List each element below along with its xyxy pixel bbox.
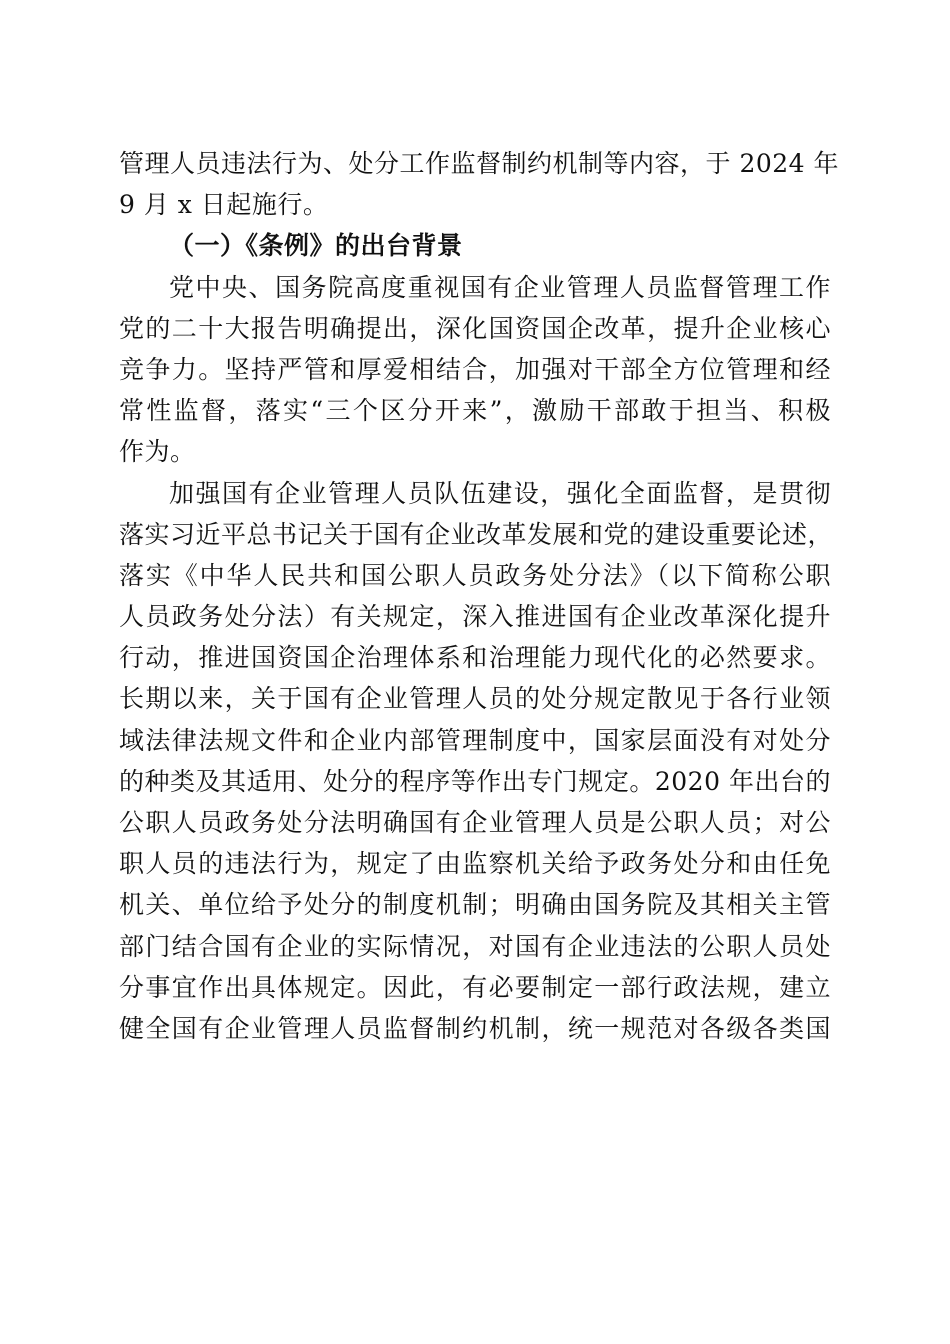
document-body — [119, 143, 840, 1049]
text-line: 公职人员政务处分法明确国有企业管理人员是公职人员；对公 — [119, 808, 831, 837]
text-line: 部门结合国有企业的实际情况，对国有企业违法的公职人员处 — [119, 931, 831, 961]
text-line: 机关、单位给予处分的制度机制；明确由国务院及其相关主管 — [119, 890, 831, 920]
text-line: 人员政务处分法）有关规定，深入推进国有企业改革深化提升 — [119, 602, 831, 632]
text-line: 落实《中华人民共和国公职人员政务处分法》（以下简称公职 — [119, 560, 831, 590]
text-line: 健全国有企业管理人员监督制约机制，统一规范对各级各类国 — [119, 1013, 831, 1043]
text-line: 9 月 x 日起施行。 — [119, 190, 329, 220]
text-line: 常性监督，落实“三个区分开来”，激励干部敢于担当、积极 — [119, 396, 831, 426]
text-line: 分事宜作出具体规定。因此，有必要制定一部行政法规，建立 — [119, 972, 831, 1002]
text-line: 加强国有企业管理人员队伍建设，强化全面监督，是贯彻 — [169, 478, 831, 508]
text-line: 职人员的违法行为，规定了由监察机关给予政务处分和由任免 — [119, 849, 831, 879]
text-line: 落实习近平总书记关于国有企业改革发展和党的建设重要论述， — [119, 519, 834, 549]
text-line: 的种类及其适用、处分的程序等作出专门规定。2020 年出台的 — [119, 766, 831, 796]
section-heading: （一）《条例》的出台背景 — [169, 231, 463, 261]
text-line: 长期以来，关于国有企业管理人员的处分规定散见于各行业领 — [119, 684, 831, 714]
text-line: 党的二十大报告明确提出，深化国资国企改革，提升企业核心 — [119, 313, 831, 343]
text-line: 作为。 — [119, 437, 196, 467]
text-line: 域法律法规文件和企业内部管理制度中，国家层面没有对处分 — [119, 725, 831, 755]
text-line: 党中央、国务院高度重视国有企业管理人员监督管理工作 — [169, 272, 831, 302]
text-line: 行动，推进国资国企治理体系和治理能力现代化的必然要求。 — [119, 643, 831, 673]
text-line: 管理人员违法行为、处分工作监督制约机制等内容，于 2024 年 — [119, 149, 840, 178]
text-line: 竞争力。坚持严管和厚爱相结合，加强对干部全方位管理和经 — [119, 354, 831, 384]
